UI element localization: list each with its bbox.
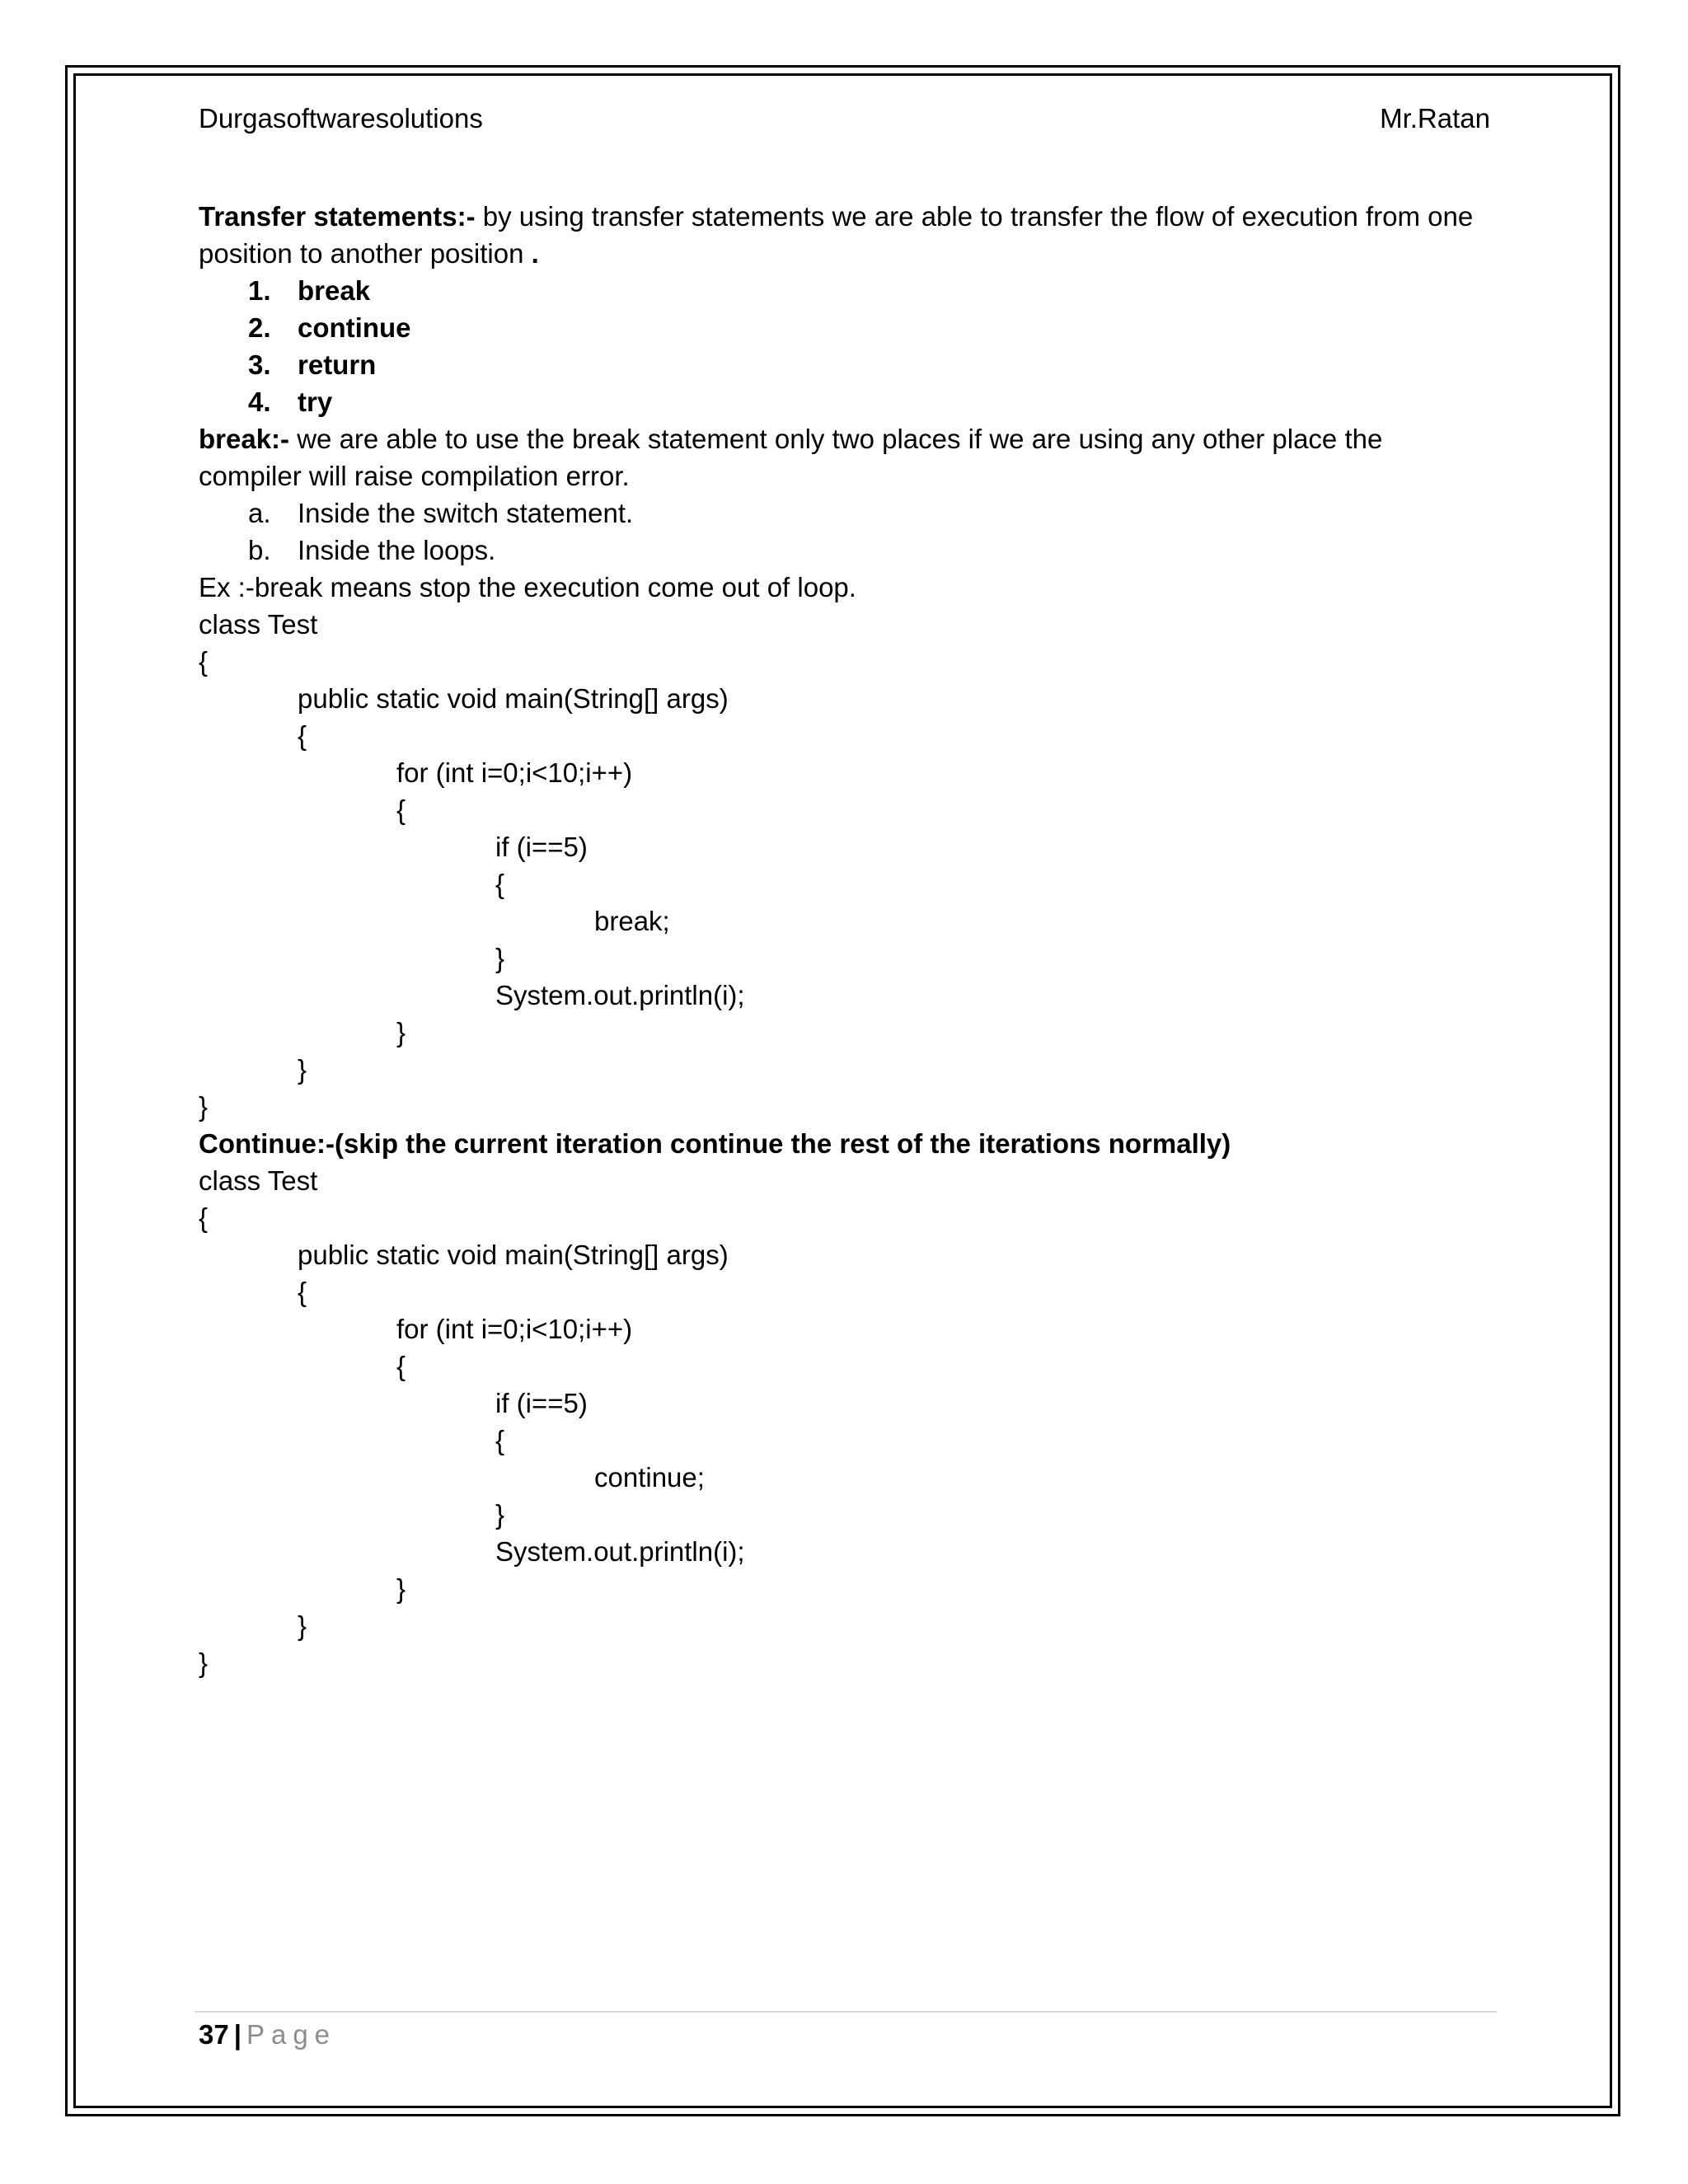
code-line: continue; [594,1462,705,1493]
continue-code-block [199,1162,1493,1681]
transfer-list-item: 1. break [248,275,371,306]
page-footer [199,2016,336,2053]
intro-paragraph [199,198,1493,272]
code-line: public static void main(String[] args) [298,683,729,714]
break-paragraph [199,420,1493,494]
break-code-block [199,606,1493,1125]
code-line: { [298,1277,307,1307]
page-content [199,198,1493,1681]
break-text: we are able to use the break statement only two places if we are using any other place the compiler will raise compilation error. [199,424,1383,491]
code-line: class Test [199,609,318,640]
code-line: System.out.println(i); [495,1536,745,1567]
break-label: break:- [199,424,290,454]
header-company: Durgasoftwaresolutions [199,103,483,134]
code-line: { [199,1202,209,1233]
code-line: if (i==5) [495,1388,588,1418]
page-number: 37 [199,2019,229,2050]
code-line: { [298,720,307,751]
code-line: } [199,1647,209,1678]
code-line: } [298,1054,307,1085]
code-line: { [396,794,406,825]
code-line: } [495,1499,505,1530]
code-line: for (int i=0;i<10;i++) [396,757,633,788]
code-line: } [199,1091,209,1122]
transfer-list-item: 3. return [248,349,377,380]
code-line: break; [594,906,670,936]
footer-separator: | [233,2019,241,2050]
transfer-list-item: 4. try [248,387,333,417]
footer-divider [195,2011,1497,2013]
intro-text: by using transfer statements we are able to transfer the flow of execution from one position to another position [199,201,1474,269]
intro-label: Transfer statements:- [199,201,476,232]
transfer-list-item: 2. continue [248,312,411,343]
code-line: { [396,1351,406,1381]
code-line: { [495,869,505,899]
code-line: } [495,943,505,973]
code-line: for (int i=0;i<10;i++) [396,1314,633,1344]
code-line: public static void main(String[] args) [298,1240,729,1270]
code-line: { [199,646,209,677]
page-label: Page [246,2019,337,2050]
code-line: if (i==5) [495,832,588,862]
code-line: System.out.println(i); [495,980,745,1010]
break-example-caption: Ex :-break means stop the execution come out of loop. [199,572,856,602]
intro-end: . [531,238,539,269]
break-place-item: a. Inside the switch statement. [248,498,634,528]
code-line: class Test [199,1165,318,1196]
continue-heading: Continue:-(skip the current iteration continue the rest of the iterations normally) [199,1128,1231,1159]
break-place-item: b. Inside the loops. [248,535,496,565]
code-line: } [298,1610,307,1641]
code-line: { [495,1425,505,1455]
code-line: } [396,1017,406,1047]
code-line: } [396,1573,406,1604]
header-author: Mr.Ratan [1380,103,1490,134]
